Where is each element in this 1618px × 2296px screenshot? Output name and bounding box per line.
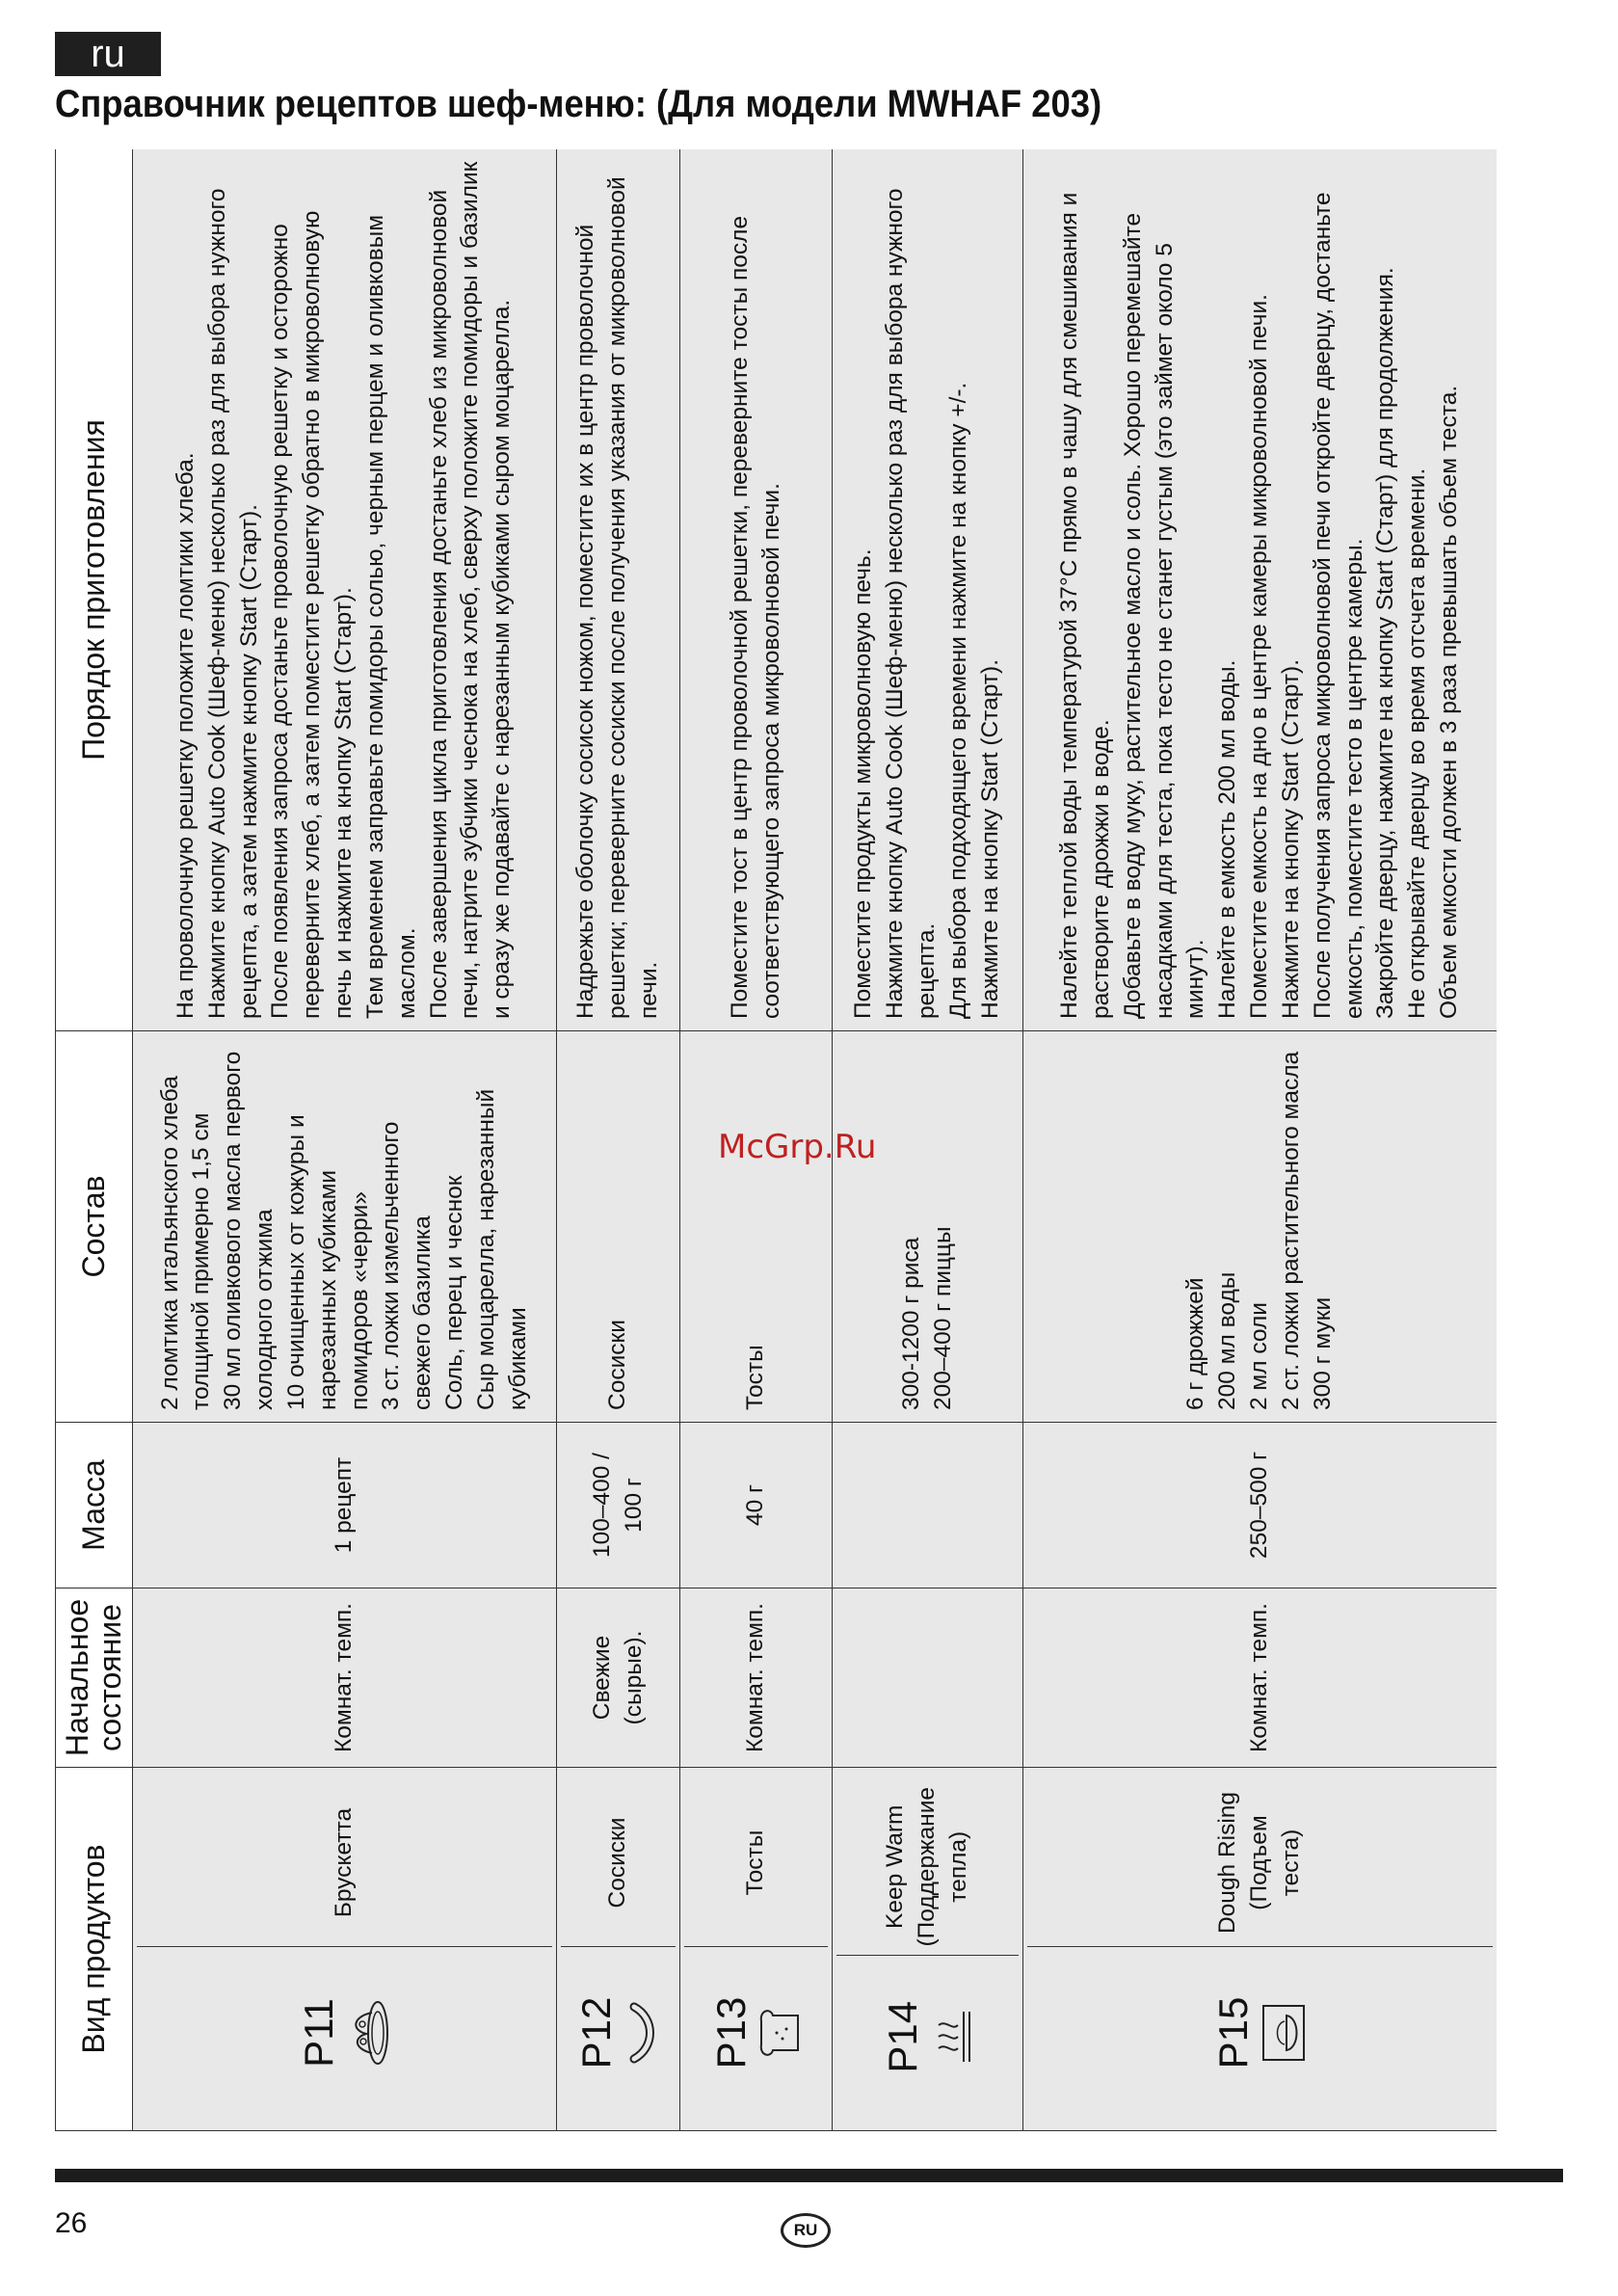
page-title: Справочник рецептов шеф-меню: (Для модели MWHAF 203) <box>55 83 1102 125</box>
product-cell <box>1023 1768 1498 2131</box>
table-row <box>133 149 557 2131</box>
table-row <box>557 149 680 2131</box>
code-box <box>836 1955 1019 2119</box>
header-method: Порядок приготовления <box>56 149 133 1031</box>
ingredients-cell: Сосиски <box>557 1031 680 1423</box>
code-box <box>561 1946 676 2119</box>
method-cell: Налейте теплой воды температурой 37°C прямо в чашу для смешивания и растворите дрожжи в воде. Добавьте в воду муку, растительное масло и соль. Хорошо перемешайте насадками для теста, пока тесто не станет густым (это займет около 5 минут). Налейте в емкость 200 мл воды. Поместите емкость на дно в центре камеры микроволновой печи. Нажмите на кнопку Start (Старт). После получения запроса микроволновой печи откройте дверцу, достаньте емкость, поместите тесто в центре камеры. Закройте дверцу, нажмите на кнопку Start (Старт) для продолжения. Не открывайте дверцу во время отсчета времени. Объем емкости должен в 3 раза превышать объем теста. <box>1023 149 1498 1031</box>
header-state: Начальное состояние <box>56 1589 133 1768</box>
ingredients-cell: 2 ломтика итальянского хлеба толщиной примерно 1,5 см 30 мл оливкового масла первого холодного отжима 10 очищенных от кожуры и нарезанных кубиками помидоров «черри» 3 ст. ложки измельченного свежего базилика Соль, перец и чеснок Сыр моцарелла, нарезанный кубиками <box>133 1031 557 1423</box>
recipe-code: P12 <box>572 1996 619 2069</box>
table-row <box>1023 149 1498 2131</box>
state-cell: Комнат. темп. <box>680 1589 833 1768</box>
mass-cell: 40 г <box>680 1423 833 1589</box>
mass-cell: 250–500 г <box>1023 1423 1498 1589</box>
method-cell: Поместите продукты микроволновую печь. Нажмите кнопку Auto Cook (Шеф-меню) несколько раз для выбора нужного рецепта. Для выбора подходящего времени нажмите на кнопку +/-. Нажмите на кнопку Start (Старт). <box>833 149 1023 1031</box>
mass-cell <box>833 1423 1023 1589</box>
product-name: Сосиски <box>604 1817 631 1909</box>
ingredients-cell: 300-1200 г риса 200–400 г пиццы <box>833 1031 1023 1423</box>
recipe-code: P14 <box>879 2000 925 2073</box>
keep-warm-icon <box>929 2006 973 2068</box>
product-cell <box>557 1768 680 2131</box>
state-cell: Комнат. темп. <box>133 1589 557 1768</box>
dough-bowl-icon <box>1260 2002 1308 2064</box>
product-name: Брускетта <box>331 1807 358 1918</box>
recipe-code: P15 <box>1209 1996 1256 2069</box>
header-mass: Масса <box>56 1423 133 1589</box>
product-cell <box>680 1768 833 2131</box>
recipe-code: P13 <box>707 1996 754 2069</box>
state-cell <box>833 1589 1023 1768</box>
recipe-code: P11 <box>295 1998 341 2068</box>
mass-cell: 1 рецепт <box>133 1423 557 1589</box>
product-cell <box>133 1768 557 2131</box>
ingredients-cell: Тосты <box>680 1031 833 1423</box>
product-name: Тосты <box>742 1829 769 1896</box>
footer-divider <box>55 2169 1563 2182</box>
method-cell: На проволочную решетку положите ломтики хлеба. Нажмите кнопку Auto Cook (Шеф-меню) несколько раз для выбора нужного рецепта, а затем нажмите кнопку Start (Старт). После появления запроса достаньте проволочную решетку и осторожно переверните хлеб, а затем поместите решетку обратно в микроволновую печь и нажмите на кнопку Start (Старт). Тем временем заправьте помидоры солью, черным перцем и оливковым маслом. После завершения цикла приготовления достаньте хлеб из микроволновой печи, натрите зубчики чеснока на хлеб, сверху положите помидоры и базилик и сразу же подавайте с нарезанным кубиками сыром моцарелла. <box>133 149 557 1031</box>
mass-cell: 100–400 / 100 г <box>557 1423 680 1589</box>
ru-badge: RU <box>781 2213 831 2248</box>
language-tag: ru <box>55 32 161 76</box>
code-box <box>137 1946 552 2119</box>
code-box <box>684 1946 828 2119</box>
product-name: Dough Rising (Подъем теста) <box>1214 1791 1304 1935</box>
code-box <box>1027 1946 1493 2119</box>
ingredients-cell: 6 г дрожжей 200 мл воды 2 мл соли 2 ст. ложки растительного масла 300 г муки <box>1023 1031 1498 1423</box>
method-cell: Поместите тост в центр проволочной решетки, переверните тосты после соответствующего запроса микроволновой печи. <box>680 149 833 1031</box>
state-cell: Свежие (сырые). <box>557 1589 680 1768</box>
product-cell <box>833 1768 1023 2131</box>
watermark: McGrp.Ru <box>718 1128 877 1166</box>
header-product: Вид продуктов <box>56 1768 133 2131</box>
state-cell: Комнат. темп. <box>1023 1589 1498 1768</box>
toast-icon <box>757 2004 802 2062</box>
header-row <box>56 149 133 2131</box>
page-number: 26 <box>55 2207 88 2239</box>
sausage-icon <box>623 1999 661 2067</box>
bruschetta-plate-icon <box>345 1999 391 2067</box>
header-ingredients: Состав <box>56 1031 133 1423</box>
product-name: Keep Warm (Поддержание тепла) <box>882 1786 971 1947</box>
method-cell: Надрежьте оболочку сосисок ножом, поместите их в центр проволочной решетки; переверните сосиски после получения указания от микроволновой печи. <box>557 149 680 1031</box>
